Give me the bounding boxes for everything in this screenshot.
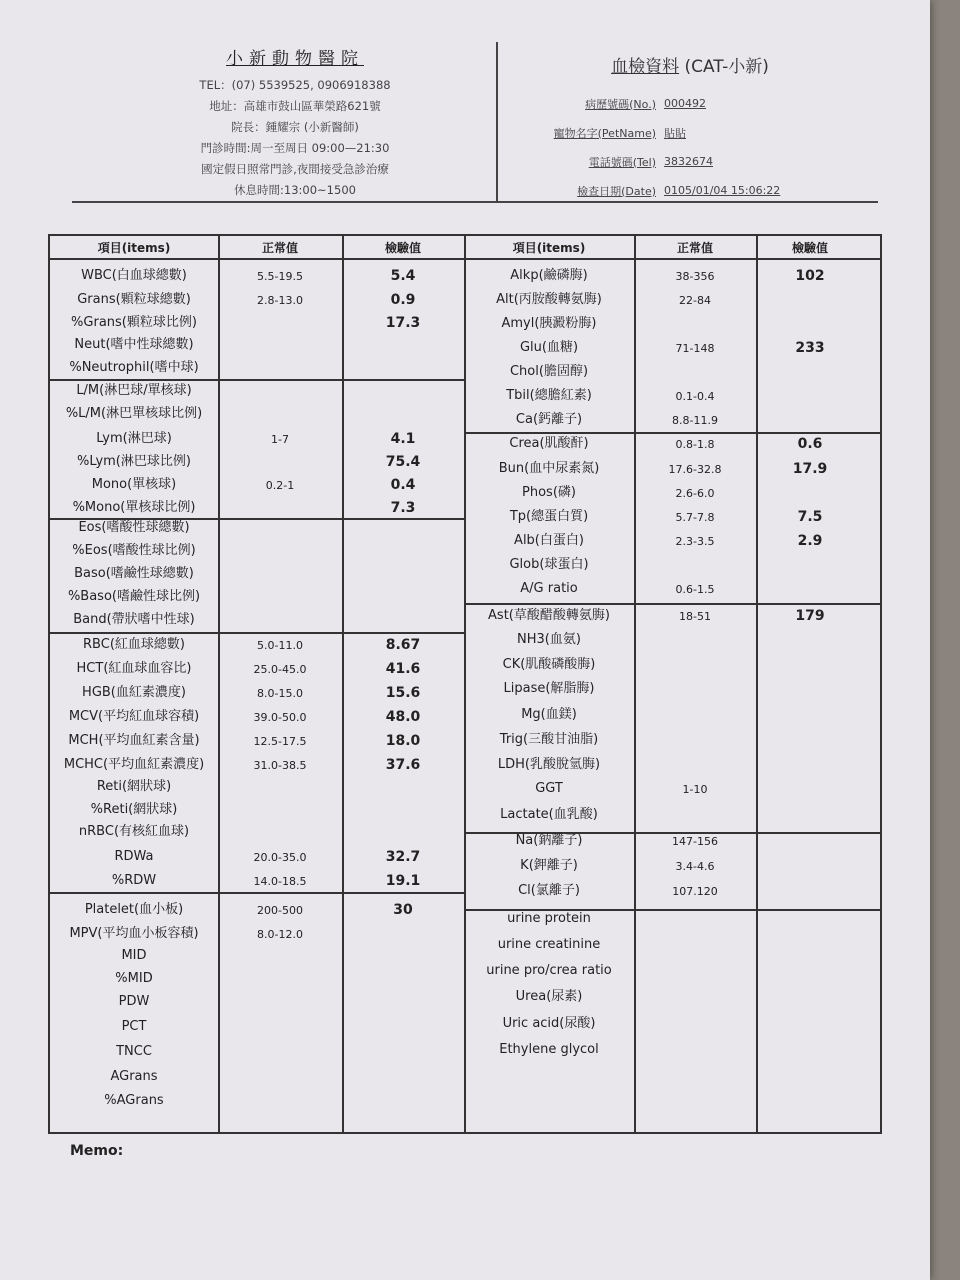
row-item-label: nRBC(有核紅血球) (78, 824, 190, 839)
row-item-label: Neut(嗜中性球總數) (74, 337, 194, 352)
clinic-tel: TEL：(07) 5539525, 0906918388 (199, 78, 391, 92)
row-normal-range: 0.2-1 (265, 479, 295, 492)
row-item-label: Phos(磷) (522, 485, 576, 500)
header-result: 檢驗值 (384, 241, 422, 255)
row-normal-range: 17.6-32.8 (668, 463, 722, 476)
row-item-label: Bun(血中尿素氮) (498, 461, 600, 476)
row-result-value: 7.5 (797, 509, 823, 525)
column-divider (218, 236, 220, 1132)
row-item-label: MID (121, 948, 147, 963)
row-item-label: %Grans(顆粒球比例) (71, 315, 197, 330)
row-item-label: MPV(平均血小板容積) (69, 926, 199, 941)
row-normal-range: 12.5-17.5 (253, 735, 307, 748)
row-item-label: K(鉀離子) (520, 858, 578, 873)
row-normal-range: 8.8-11.9 (672, 414, 718, 427)
row-item-label: %RDW (111, 873, 157, 888)
row-item-label: Glob(球蛋白) (509, 557, 589, 572)
row-item-label: %Lym(淋巴球比例) (77, 454, 191, 469)
row-item-label: Reti(網狀球) (96, 779, 172, 794)
header-item: 項目(items) (512, 241, 586, 255)
row-item-label: %AGrans (104, 1093, 164, 1108)
row-normal-range: 0.6-1.5 (675, 583, 715, 596)
row-result-value: 32.7 (385, 849, 421, 865)
column-divider (342, 236, 344, 1132)
record-title (520, 52, 860, 77)
row-result-value: 7.3 (390, 500, 416, 516)
clinic-holiday-note: 國定假日照常門診,夜間接受急診治療 (201, 162, 389, 176)
row-item-label: AGrans (110, 1069, 158, 1084)
row-normal-range: 38-356 (675, 270, 715, 283)
row-item-label: Lym(淋巴球) (96, 431, 172, 446)
row-result-value: 37.6 (385, 757, 421, 773)
row-item-label: RBC(紅血球總數) (83, 637, 185, 652)
row-normal-range: 0.8-1.8 (675, 438, 715, 451)
row-item-label: Alt(丙胺酸轉氨脢) (496, 292, 602, 307)
row-normal-range: 14.0-18.5 (253, 875, 307, 888)
row-normal-range: 2.3-3.5 (675, 535, 715, 548)
row-item-label: Crea(肌酸酐) (509, 436, 589, 451)
record-field-label: 寵物名字(PetName) (553, 126, 656, 140)
row-normal-range: 147-156 (672, 835, 718, 848)
row-result-value: 0.4 (390, 477, 416, 493)
row-result-value: 17.3 (385, 315, 421, 331)
row-result-value: 102 (795, 268, 825, 284)
record-field (520, 89, 860, 118)
row-result-value: 179 (795, 608, 825, 624)
row-item-label: %Eos(嗜酸性球比例) (72, 543, 196, 558)
row-item-label: Trig(三酸甘油脂) (499, 732, 599, 747)
row-item-label: LDH(乳酸脫氫脢) (497, 757, 601, 772)
row-item-label: Cl(氯離子) (518, 883, 580, 898)
row-item-label: A/G ratio (520, 581, 578, 596)
header-normal: 正常值 (676, 241, 714, 255)
row-normal-range: 22-84 (679, 294, 711, 307)
row-normal-range: 5.7-7.8 (675, 511, 715, 524)
row-item-label: HCT(紅血球血容比) (76, 661, 192, 676)
row-result-value: 233 (795, 340, 825, 356)
row-item-label: Lipase(解脂脢) (503, 681, 595, 696)
row-result-value: 17.9 (792, 461, 828, 477)
row-item-label: Mono(單核球) (91, 477, 177, 492)
record-title-text: 血檢資料 (611, 57, 680, 77)
row-item-label: Na(鈉離子) (515, 833, 583, 848)
row-normal-range: 18-51 (679, 610, 711, 623)
clinic-break-time: 休息時間:13:00~1500 (234, 183, 356, 197)
record-field-label: 病歷號碼(No.) (585, 97, 656, 111)
row-item-label: Alb(白蛋白) (514, 533, 584, 548)
row-result-value: 19.1 (385, 873, 421, 889)
row-item-label: Urea(尿素) (515, 989, 583, 1004)
header-item: 項目(items) (97, 241, 171, 255)
row-normal-range: 5.0-11.0 (257, 639, 303, 652)
row-item-label: Uric acid(尿酸) (502, 1016, 596, 1031)
row-result-value: 2.9 (797, 533, 823, 549)
column-divider (756, 236, 758, 1132)
group-divider (50, 632, 466, 634)
row-item-label: Tbil(總膽紅素) (506, 388, 592, 403)
record-field-label: 電話號碼(Tel) (588, 155, 656, 169)
row-normal-range: 39.0-50.0 (253, 711, 307, 724)
row-item-label: Baso(嗜鹼性球總數) (74, 566, 194, 581)
row-item-label: %Mono(單核球比例) (72, 500, 196, 515)
row-item-label: Amyl(胰澱粉脢) (501, 316, 597, 331)
row-item-label: %MID (115, 971, 153, 986)
row-normal-range: 107.120 (672, 885, 718, 898)
row-normal-range: 31.0-38.5 (253, 759, 307, 772)
row-item-label: WBC(白血球總數) (81, 268, 187, 283)
row-item-label: Band(帶狀嗜中性球) (73, 612, 195, 627)
row-result-value: 18.0 (385, 733, 421, 749)
header-result: 檢驗值 (791, 241, 829, 255)
clinic-director: 院長：鍾耀宗 (小新醫師) (231, 120, 359, 134)
row-item-label: NH3(血氨) (517, 632, 581, 647)
column-divider (634, 236, 636, 1132)
clinic-hours: 門診時間:周一至周日 09:00—21:30 (200, 141, 390, 155)
row-item-label: %Reti(網狀球) (90, 802, 178, 817)
row-normal-range: 5.5-19.5 (257, 270, 303, 283)
row-normal-range: 20.0-35.0 (253, 851, 307, 864)
row-item-label: Lactate(血乳酸) (500, 807, 598, 822)
row-normal-range: 3.4-4.6 (675, 860, 715, 873)
column-divider (464, 236, 466, 1132)
row-item-label: PCT (121, 1019, 147, 1034)
row-item-label: urine creatinine (497, 937, 601, 952)
row-item-label: Ast(草酸醋酸轉氨脢) (488, 608, 610, 623)
group-divider (464, 432, 880, 434)
record-field-label: 檢查日期(Date) (577, 184, 656, 198)
row-item-label: %L/M(淋巴單核球比例) (65, 406, 203, 421)
row-normal-range: 1-10 (682, 783, 708, 796)
row-normal-range: 2.8-13.0 (257, 294, 303, 307)
clinic-header (120, 44, 470, 201)
record-title-suffix: (CAT-小新) (684, 57, 769, 77)
row-item-label: MCH(平均血紅素含量) (68, 733, 200, 748)
row-result-value: 41.6 (385, 661, 421, 677)
row-normal-range: 0.1-0.4 (675, 390, 715, 403)
row-item-label: %Neutrophil(嗜中球) (69, 360, 199, 375)
row-item-label: urine protein (507, 911, 591, 926)
row-item-label: Glu(血糖) (519, 340, 579, 355)
row-item-label: PDW (118, 994, 150, 1009)
record-field-value: 3832674 (664, 155, 713, 168)
row-result-value: 0.9 (390, 292, 416, 308)
row-result-value: 30 (393, 902, 413, 918)
record-field (520, 147, 860, 176)
row-normal-range: 2.6-6.0 (675, 487, 715, 500)
record-field (520, 118, 860, 147)
row-item-label: Chol(膽固醇) (509, 364, 589, 379)
row-item-label: GGT (535, 781, 563, 796)
row-item-label: urine pro/crea ratio (486, 963, 612, 978)
group-divider (50, 892, 466, 894)
row-result-value: 0.6 (797, 436, 823, 452)
row-item-label: CK(肌酸磷酸脢) (502, 657, 596, 672)
row-item-label: Mg(血鎂) (521, 707, 577, 722)
row-item-label: Grans(顆粒球總數) (77, 292, 191, 307)
group-divider (50, 379, 466, 381)
row-item-label: Eos(嗜酸性球總數) (78, 520, 190, 535)
clinic-address: 地址：高雄市鼓山區華榮路621號 (209, 99, 381, 113)
row-item-label: MCHC(平均血紅素濃度) (63, 757, 205, 772)
row-result-value: 75.4 (385, 454, 421, 470)
row-result-value: 8.67 (385, 637, 421, 653)
row-result-value: 15.6 (385, 685, 421, 701)
memo-label: Memo: (70, 1143, 124, 1159)
row-normal-range: 200-500 (257, 904, 303, 917)
row-item-label: L/M(淋巴球/單核球) (76, 383, 192, 398)
row-item-label: HGB(血紅素濃度) (82, 685, 186, 700)
record-field (520, 176, 860, 205)
header-row-divider (50, 258, 880, 260)
record-field-value: 貼貼 (664, 126, 686, 140)
record-info (520, 52, 860, 205)
row-item-label: Platelet(血小板) (84, 902, 184, 917)
row-normal-range: 1-7 (271, 433, 289, 446)
row-normal-range: 8.0-15.0 (257, 687, 303, 700)
row-item-label: %Baso(嗜鹼性球比例) (67, 589, 201, 604)
row-result-value: 4.1 (390, 431, 416, 447)
row-result-value: 48.0 (385, 709, 421, 725)
row-normal-range: 8.0-12.0 (257, 928, 303, 941)
row-item-label: Ethylene glycol (499, 1042, 599, 1057)
row-item-label: MCV(平均紅血球容積) (68, 709, 200, 724)
row-item-label: RDWa (114, 849, 154, 864)
row-item-label: Ca(鈣離子) (515, 412, 583, 427)
record-field-value: 0105/01/04 15:06:22 (664, 184, 781, 197)
row-result-value: 5.4 (390, 268, 416, 284)
row-item-label: Tp(總蛋白質) (509, 509, 589, 524)
record-field-value: 000492 (664, 97, 706, 110)
row-item-label: Alkp(鹼磷脢) (510, 268, 588, 283)
row-normal-range: 25.0-45.0 (253, 663, 307, 676)
row-item-label: TNCC (116, 1044, 152, 1059)
results-table (48, 234, 882, 1134)
header-normal: 正常值 (261, 241, 299, 255)
clinic-name: 小新動物醫院 (226, 49, 364, 69)
group-divider (464, 603, 880, 605)
header-divider-vertical (496, 42, 498, 202)
row-normal-range: 71-148 (675, 342, 715, 355)
